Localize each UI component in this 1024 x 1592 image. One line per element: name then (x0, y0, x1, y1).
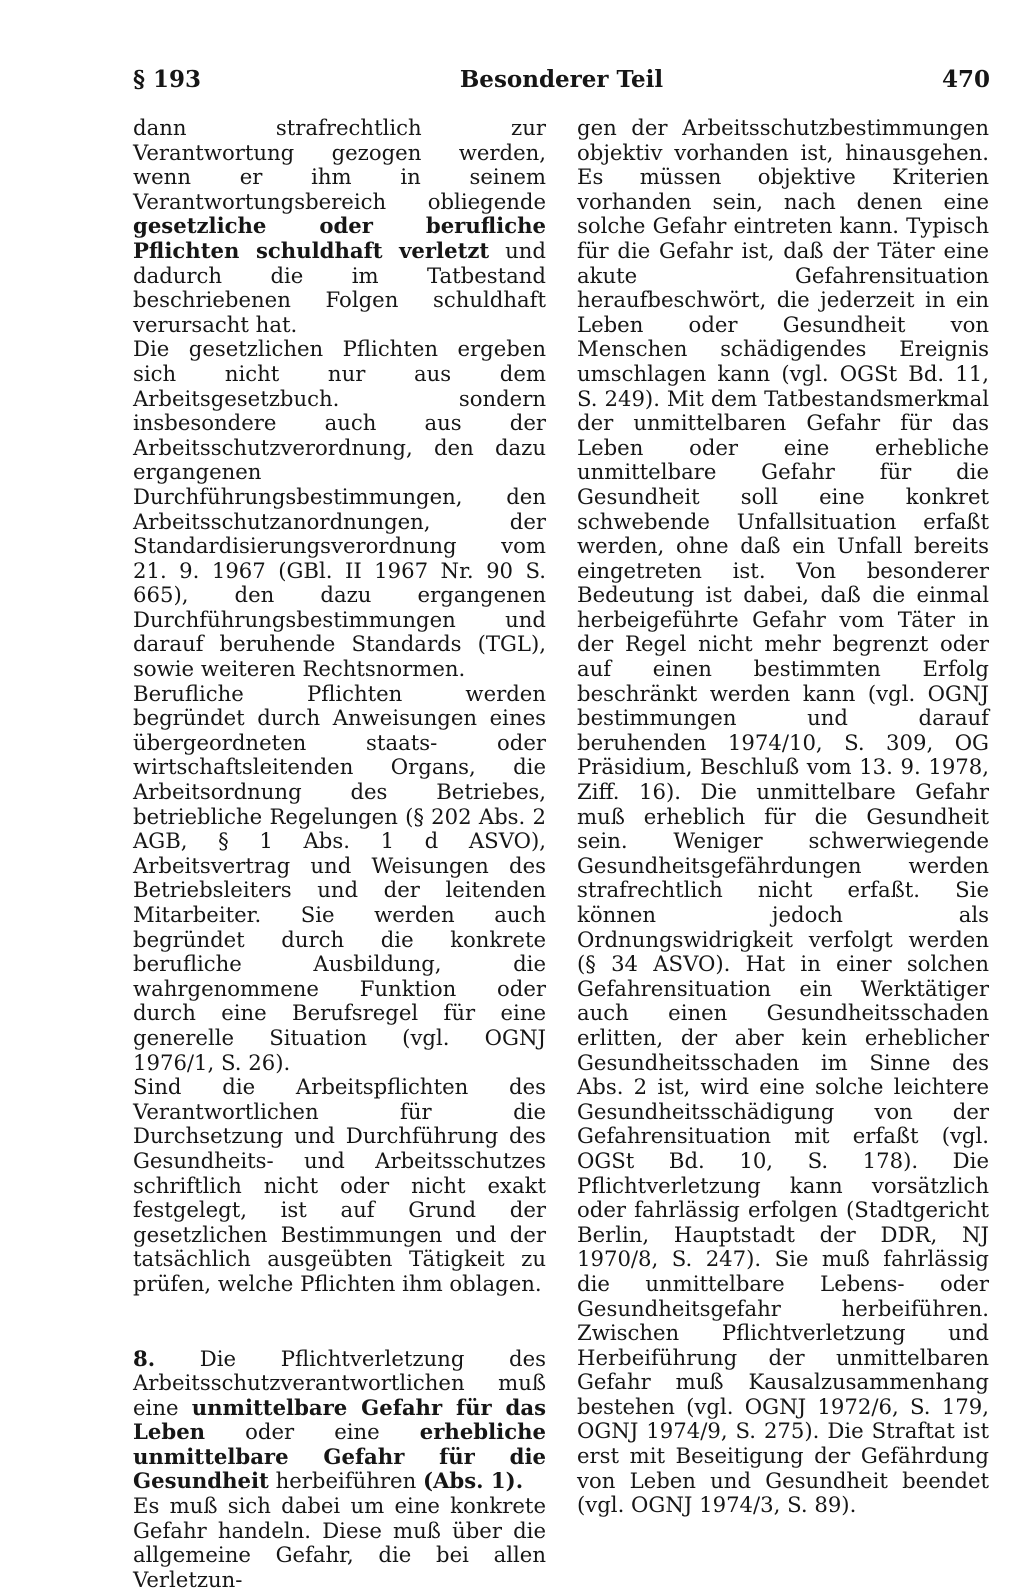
page-header (133, 60, 990, 100)
item-number: 8. (133, 1345, 156, 1371)
section-number: § 193 (133, 66, 202, 93)
paragraph-responsibility (133, 116, 546, 337)
text-run: und dadurch die im Tatbestand beschriebenen Folgen schuldhaft verursacht hat. (133, 237, 546, 337)
paragraph-work-duties: Sind die Arbeitspflichten des Verantwortlichen für die Durchsetzung und Durchführung des Gesundheits- und Arbeitsschutzes schriftlich nicht oder nicht exakt festgelegt, ist auf Grund der gesetzlichen Bestimmungen und der tatsächlich ausgeübten Tätigkeit zu prüfen, welche Pflichten ihm oblagen. (133, 1074, 546, 1296)
paragraph-professional-duties: Berufliche Pflichten werden begründet durch Anweisungen eines übergeordneten staats- oder wirtschaftsleitenden Organs, die Arbeitsordnung des Betriebes, betriebliche Regelungen (§ 202 Abs. 2 AGB, § 1 Abs. 1 d ASVO), Arbeitsvertrag und Weisungen des Betriebsleiters und der leitenden Mitarbeiter. Sie werden auch begründet durch die konkrete berufliche Ausbildung, die wahrgenommene Funktion oder durch eine Berufsregel für eine generelle Situation (vgl. OGNJ 1976/1, S. 26). (133, 680, 546, 1075)
paragraph-concrete-danger: Es muß sich dabei um eine konkrete Gefahr handeln. Diese muß über die allgemeine Gefahr, die bei allen Verletzun- (133, 1493, 546, 1592)
text-run: herbeiführen (268, 1468, 423, 1494)
text-run: Die Pflichtverletzung des Arbeitsschutzverantwortlichen muß eine (133, 1345, 546, 1420)
running-title: Besonderer Teil (459, 66, 664, 93)
text-run: oder eine (205, 1419, 420, 1445)
bold-term: gesetzliche oder berufliche Pflichten schuldhaft verletzt (133, 213, 546, 263)
paragraph-danger-criteria: gen der Arbeitsschutzbestimmungen objektiv vorhanden ist, hinausgehen. Es müssen objektive Kriterien vorhanden sein, nach denen eine solche Gefahr eintreten kann. Typisch für die Gefahr ist, daß der Täter eine akute Gefahrensituation heraufbeschwört, die jederzeit in ein Leben oder Gesundheit von Menschen schädigendes Ereignis umschlagen kann (vgl. OGSt Bd. 11, S. 249). Mit dem Tatbestandsmerkmal der unmittelbaren Gefahr für das Leben oder eine erhebliche unmittelbare Gefahr für die Gesundheit soll eine konkret schwebende Unfallsituation erfaßt werden, ohne daß ein Unfall bereits eingetreten ist. Von besonderer Bedeutung ist dabei, daß die einmal herbeigeführte Gefahr vom Täter in der Regel nicht mehr begrenzt oder auf einen bestimmten Erfolg beschränkt werden kann (vgl. OGNJ bestimmungen und darauf beruhenden 1974/10, S. 309, OG Präsidium, Beschluß vom 13. 9. 1978, Ziff. 16). Die unmittelbare Gefahr muß erheblich für die Gesundheit sein. Weniger schwerwiegende Gesundheitsgefährdungen werden strafrechtlich nicht erfaßt. Sie können jedoch als Ordnungswidrigkeit verfolgt werden (§ 34 ASVO). Hat in einer solchen Gefahrensituation ein Werktätiger auch einen Gesundheitsschaden erlitten, der aber kein erheblicher Gesundheitsschaden im Sinne des Abs. 2 ist, wird eine solche leichtere Gesundheitsschädigung von der Gefahrensituation mit erfaßt (vgl. OGSt Bd. 10, S. 178). Die Pflichtverletzung kann vorsätzlich oder fahrlässig erfolgen (Stadtgericht Berlin, Hauptstadt der DDR, NJ 1970/8, S. 247). Sie muß fahrlässig die unmittelbare Lebens- oder Gesundheitsgefahr herbeiführen. Zwischen Pflichtverletzung und Herbeiführung der unmittelbaren Gefahr muß Kausalzusammenhang bestehen (vgl. OGNJ 1972/6, S. 179, OGNJ 1974/9, S. 275). Die Straftat ist erst mit Beseitigung der Gefährdung von Leben und Gesundheit beendet (vgl. OGNJ 1974/3, S. 89). (577, 115, 989, 1518)
paragraph-item-8 (133, 1347, 546, 1495)
bold-term: erhebliche unmittelbare Gefahr für die Gesundheit (133, 1419, 546, 1494)
bold-term: unmittelbare Gefahr für das Leben (133, 1394, 546, 1445)
left-column (133, 116, 546, 1592)
text-run: dann strafrechtlich zur Verantwortung gezogen werden, wenn er ihm in seinem Verantwortungsbereich obliegende (133, 115, 546, 214)
right-column (577, 116, 989, 1518)
page-number: 470 (941, 66, 990, 93)
bold-term: (Abs. 1). (422, 1468, 524, 1494)
paragraph-legal-duties: Die gesetzlichen Pflichten ergeben sich nicht nur aus dem Arbeitsgesetzbuch. sondern insbesondere auch aus der Arbeitsschutzverordnung, den dazu ergangenen Durchführungsbestimmungen, den Arbeitsschutzanordnungen, der Standardisierungsverordnung vom 21. 9. 1967 (GBl. II 1967 Nr. 90 S. 665), den dazu ergangenen Durchführungsbestimmungen und darauf beruhende Standards (TGL), sowie weiteren Rechtsnormen. (133, 336, 546, 682)
